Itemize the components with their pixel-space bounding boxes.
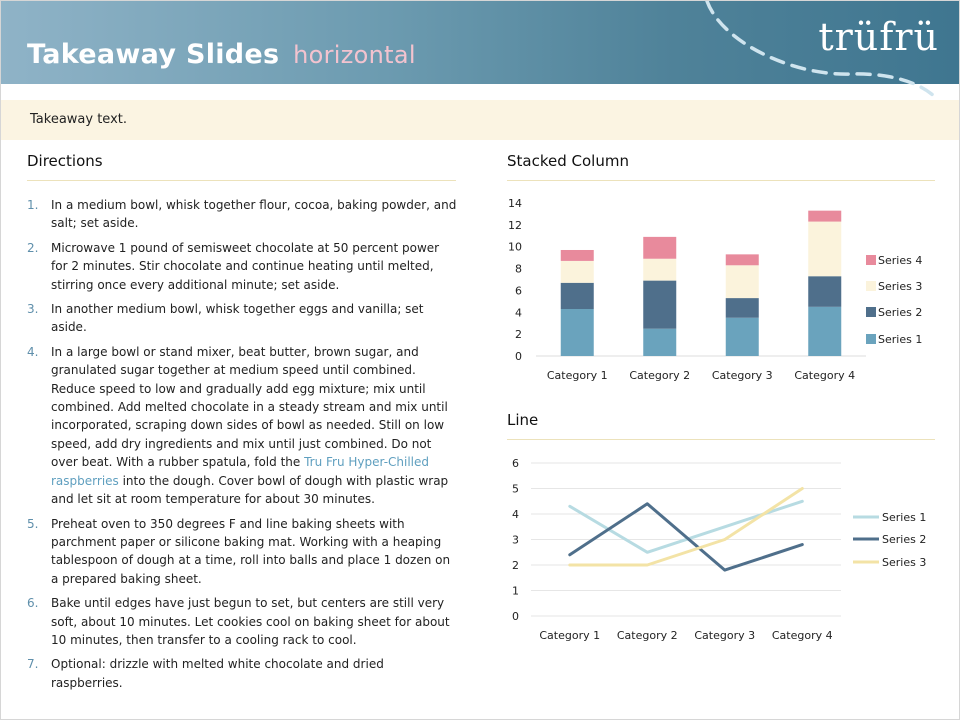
line-chart bbox=[501, 451, 941, 651]
page-title-main: Takeaway Slides bbox=[27, 39, 280, 70]
bar-series-2-category-1 bbox=[561, 283, 594, 309]
takeaway-text: Takeaway text. bbox=[30, 112, 127, 127]
step-number: 6. bbox=[27, 596, 39, 611]
direction-step bbox=[27, 515, 457, 589]
y-tick-label: 0 bbox=[515, 350, 522, 363]
raspberries-link[interactable]: Tru Fru Hyper-Chilled raspberries bbox=[51, 455, 430, 488]
x-tick-label: Category 2 bbox=[616, 629, 678, 642]
y-tick-label: 4 bbox=[512, 508, 519, 521]
brand-logo: trüfrü bbox=[818, 15, 939, 59]
x-tick-label: Category 2 bbox=[629, 369, 691, 382]
bar-series-1-category-1 bbox=[561, 309, 594, 356]
bar-series-1-category-2 bbox=[643, 329, 676, 356]
y-tick-label: 12 bbox=[508, 218, 522, 232]
stacked-column-divider bbox=[507, 180, 935, 181]
takeaway-bar bbox=[1, 100, 960, 140]
stacked-column-chart bbox=[501, 191, 941, 391]
legend-swatch-series-2 bbox=[866, 307, 876, 317]
bar-series-4-category-4 bbox=[808, 211, 841, 222]
legend-label-series-3: Series 3 bbox=[878, 280, 923, 293]
step-number: 7. bbox=[27, 657, 39, 672]
page-title bbox=[27, 39, 416, 70]
line-chart-heading: Line bbox=[507, 411, 539, 429]
step-text-before: In a large bowl or stand mixer, beat butter, brown sugar, and granulated sugar together at medium speed until combined. Reduce speed to low and gradually add egg mixture; mix until combined. Add melted chocolate in a steady stream and mix until incorporated, scraping down sides of bowl as needed. Still on low speed, add dry ingredients and mix until just combined. Do not over beat. With a rubber spatula, fold the bbox=[51, 344, 448, 470]
y-tick-label: 6 bbox=[515, 284, 522, 298]
y-tick-label: 1 bbox=[512, 584, 519, 598]
y-tick-label: 2 bbox=[512, 559, 519, 572]
direction-step bbox=[27, 300, 457, 337]
bar-series-1-category-4 bbox=[808, 307, 841, 356]
x-tick-label: Category 3 bbox=[711, 369, 773, 382]
step-text: In another medium bowl, whisk together eggs and vanilla; set aside. bbox=[51, 302, 424, 335]
step-text-after: into the dough. Cover bowl of dough with plastic wrap and let sit at room temperature for about 30 minutes. bbox=[51, 473, 449, 507]
bar-series-3-category-4 bbox=[808, 222, 841, 277]
legend-label-series-1: Series 1 bbox=[878, 333, 923, 346]
direction-step bbox=[27, 594, 457, 649]
page-title-suffix: horizontal bbox=[293, 41, 416, 69]
legend-label-series-3: Series 3 bbox=[882, 556, 927, 569]
direction-step bbox=[27, 343, 457, 509]
x-tick-label: Category 4 bbox=[794, 369, 856, 382]
bar-series-4-category-1 bbox=[561, 250, 594, 261]
bar-series-1-category-3 bbox=[726, 318, 759, 356]
direction-step bbox=[27, 196, 457, 233]
step-text: In a medium bowl, whisk together flour, cocoa, baking powder, and salt; set aside. bbox=[51, 198, 457, 231]
bar-series-3-category-3 bbox=[726, 265, 759, 298]
y-tick-label: 2 bbox=[515, 328, 522, 342]
x-tick-label: Category 1 bbox=[539, 629, 601, 642]
y-tick-label: 6 bbox=[512, 457, 519, 470]
y-tick-label: 4 bbox=[515, 306, 522, 320]
legend-swatch-series-1 bbox=[866, 334, 876, 344]
legend-swatch-series-3 bbox=[866, 281, 876, 291]
bar-series-2-category-2 bbox=[643, 281, 676, 329]
y-tick-label: 8 bbox=[515, 262, 522, 276]
bar-series-4-category-2 bbox=[643, 237, 676, 259]
direction-step bbox=[27, 239, 457, 294]
directions-heading: Directions bbox=[27, 152, 103, 170]
step-text: Bake until edges have just begun to set, but centers are still very soft, about 10 minutes. Let cookies cool on baking sheet for about 10 minutes, then transfer to a cooling rack to cool. bbox=[51, 596, 450, 647]
bar-series-3-category-2 bbox=[643, 259, 676, 281]
step-text: Optional: drizzle with melted white chocolate and dried raspberries. bbox=[51, 657, 384, 690]
step-text: Preheat oven to 350 degrees F and line baking sheets with parchment paper or silicone baking mat. Working with a heaping tablespoon of dough at a time, roll into balls and place 1 dozen on a prepared baking sheet. bbox=[51, 516, 451, 586]
step-number: 4. bbox=[27, 344, 39, 359]
stacked-column-heading: Stacked Column bbox=[507, 152, 629, 170]
bar-series-2-category-3 bbox=[726, 298, 759, 318]
bar-series-2-category-4 bbox=[808, 276, 841, 307]
step-number: 3. bbox=[27, 302, 39, 317]
step-number: 1. bbox=[27, 198, 39, 212]
y-tick-label: 14 bbox=[508, 197, 522, 210]
directions-divider bbox=[27, 180, 456, 181]
step-text: Microwave 1 pound of semisweet chocolate at 50 percent power for 2 minutes. Stir chocolate and continue heating until melted, stirring once every additional minute; set aside. bbox=[51, 240, 440, 292]
header-banner bbox=[1, 1, 960, 84]
y-tick-label: 10 bbox=[508, 240, 522, 254]
legend-label-series-2: Series 2 bbox=[878, 306, 923, 319]
line-chart-divider bbox=[507, 439, 935, 440]
y-tick-label: 0 bbox=[512, 610, 519, 623]
legend-label-series-2: Series 2 bbox=[882, 533, 927, 546]
x-tick-label: Category 3 bbox=[694, 629, 756, 642]
directions-list bbox=[27, 196, 457, 698]
y-tick-label: 3 bbox=[512, 533, 519, 547]
bar-series-4-category-3 bbox=[726, 254, 759, 265]
legend-label-series-4: Series 4 bbox=[878, 254, 923, 267]
step-number: 5. bbox=[27, 516, 39, 531]
legend-swatch-series-4 bbox=[866, 255, 876, 265]
legend-label-series-1: Series 1 bbox=[882, 511, 927, 524]
y-tick-label: 5 bbox=[512, 482, 519, 496]
step-number: 2. bbox=[27, 240, 39, 255]
line-series-1 bbox=[570, 501, 803, 552]
x-tick-label: Category 1 bbox=[546, 369, 608, 382]
bar-series-3-category-1 bbox=[561, 261, 594, 283]
x-tick-label: Category 4 bbox=[771, 629, 833, 642]
direction-step bbox=[27, 655, 457, 692]
